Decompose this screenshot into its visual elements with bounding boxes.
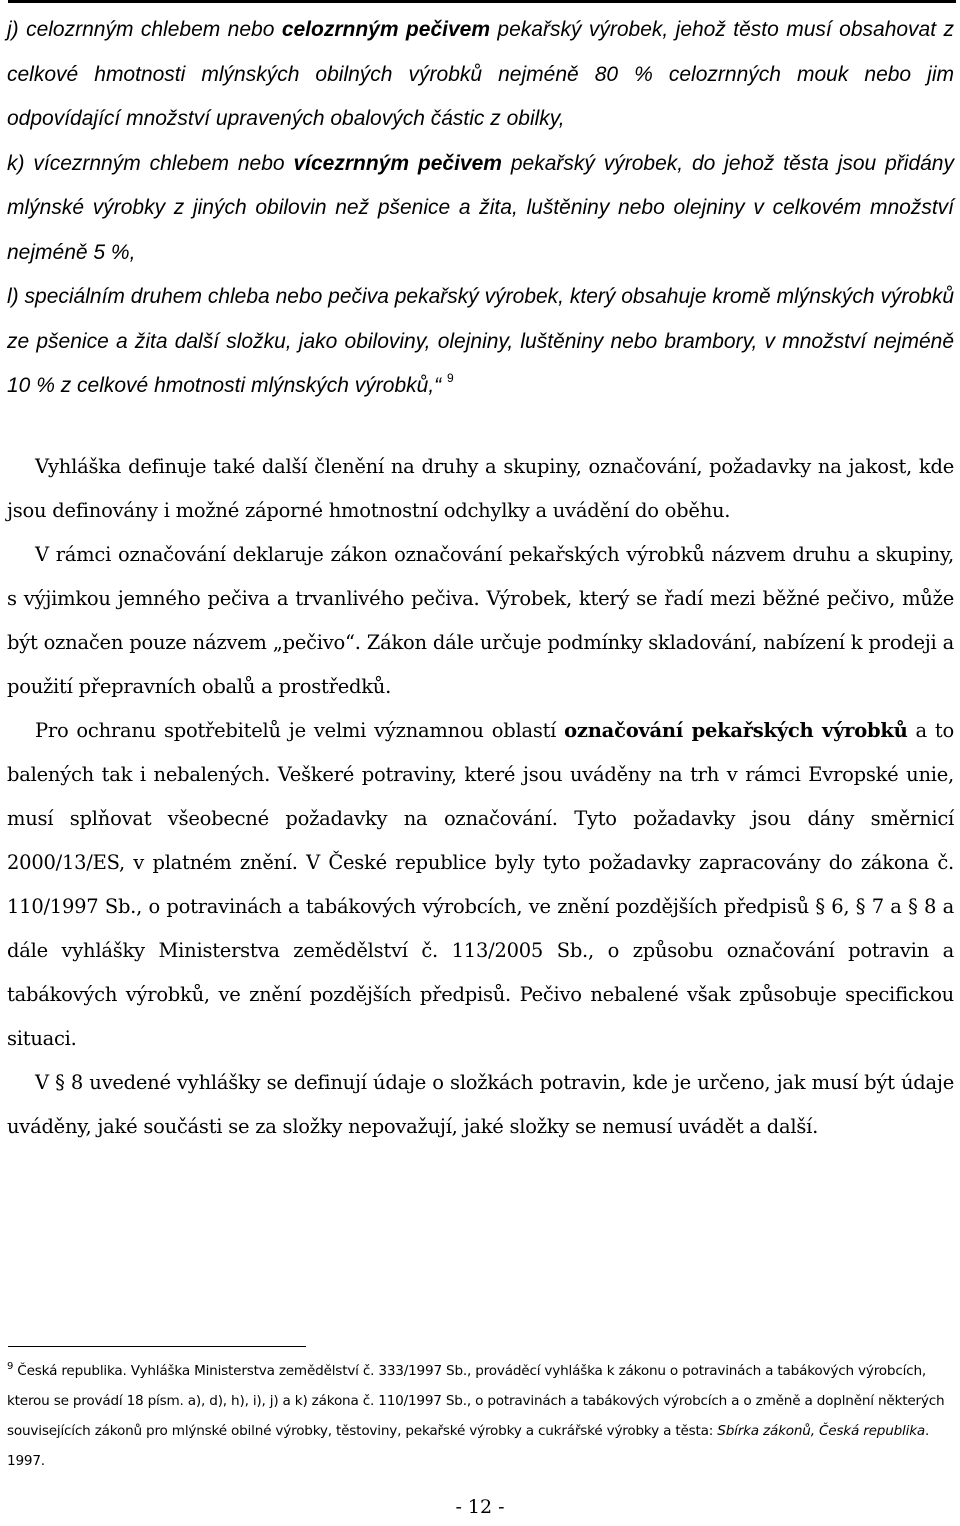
footnote-ref[interactable]: 9	[447, 371, 454, 385]
law-item-l: l) speciálním druhem chleba nebo pečiva pekařský výrobek, který obsahuje kromě mlýnských výrobků ze pšenice a žita další složku, jako obiloviny, olejniny, luštěniny nebo brambory, v množství nejméně 10 % z celkové hmotnosti mlýnských výrobků,“ $^9$	[7, 285, 954, 397]
paragraph-2: V rámci označování deklaruje zákon označování pekařských výrobků názvem druhu a skupiny, s výjimkou jemného pečiva a trvanlivého pečiva. Výrobek, který se řadí mezi běžné pečivo, může být označen pouze názvem „pečivo“. Zákon dále určuje podmínky skladování, nabízení k prodeji a použití přepravních obalů a prostředků.	[7, 542, 954, 698]
paragraph-1: Vyhláška definuje také další členění na druhy a skupiny, označování, požadavky na jakost, kde jsou definovány i možné záporné hmotnostní odchylky a uvádění do oběhu.	[7, 454, 954, 522]
term-wholegrain-pastry: celozrnným pečivem	[281, 18, 490, 41]
term-multigrain-pastry: vícezrnným pečivem	[293, 151, 502, 175]
emphasis-labeling: označování pekařských výrobků	[564, 718, 908, 742]
footnote: $^9$ Česká republika. Vyhláška Ministerstva zemědělství č. 333/1997 Sb., prováděcí vyhláška k zákonu o potravinách a tabákových výrobcích, kterou se provádí 18 písm. a), d), h), i), j) a k) zákona č. 110/1997 Sb., o potravinách a tabákových výrobcích a o změně a doplnění některých souvisejících zákonů pro mlýnské obilné výrobky, těstoviny, pekařské výrobky a cukrářské výrobky a těsta: Sbírka zákonů, Česká republika. 1997.	[7, 1361, 945, 1469]
footnote-separator	[8, 1346, 306, 1347]
page-number: - 12 -	[455, 1496, 505, 1518]
page-body	[7, 8, 954, 1149]
footnote-source: Sbírka zákonů, Česká republika	[717, 1423, 925, 1439]
paragraph-4: V § 8 uvedené vyhlášky se definují údaje o složkách potravin, kde je určeno, jak musí být údaje uváděny, jaké součásti se za složky nepovažují, jaké složky se nemusí uvádět a další.	[7, 1070, 954, 1138]
law-item-j: j) celozrnným chlebem nebo celozrnným pečivem pekařský výrobek, jehož těsto musí obsahovat z celkové hmotnosti mlýnských obilných výrobků nejméně 80 % celozrnných mouk nebo jim odpovídající množství upravených obalových částic z obilky,	[7, 18, 954, 130]
law-item-k: k) vícezrnným chlebem nebo vícezrnným pečivem pekařský výrobek, do jehož těsta jsou přidány mlýnské výrobky z jiných obilovin než pšenice a žita, luštěniny nebo olejniny v celkovém množství nejméně 5 %,	[7, 151, 954, 264]
top-rule	[8, 0, 956, 3]
paragraph-3: Pro ochranu spotřebitelů je velmi významnou oblastí označování pekařských výrobků a to balených tak i nebalených. Veškeré potraviny, které jsou uváděny na trh v rámci Evropské unie, musí splňovat všeobecné požadavky na označování. Tyto požadavky jsou dány směrnicí 2000/13/ES, v platném znění. V České republice byly tyto požadavky zapracovány do zákona č. 110/1997 Sb., o potravinách a tabákových výrobcích, ve znění pozdějších předpisů § 6, § 7 a § 8 a dále vyhlášky Ministerstva zemědělství č. 113/2005 Sb., o způsobu označování potravin a tabákových výrobků, ve znění pozdějších předpisů. Pečivo nebalené však způsobuje specifickou situaci.	[7, 718, 954, 1050]
footnote-number: 9	[7, 1361, 14, 1372]
